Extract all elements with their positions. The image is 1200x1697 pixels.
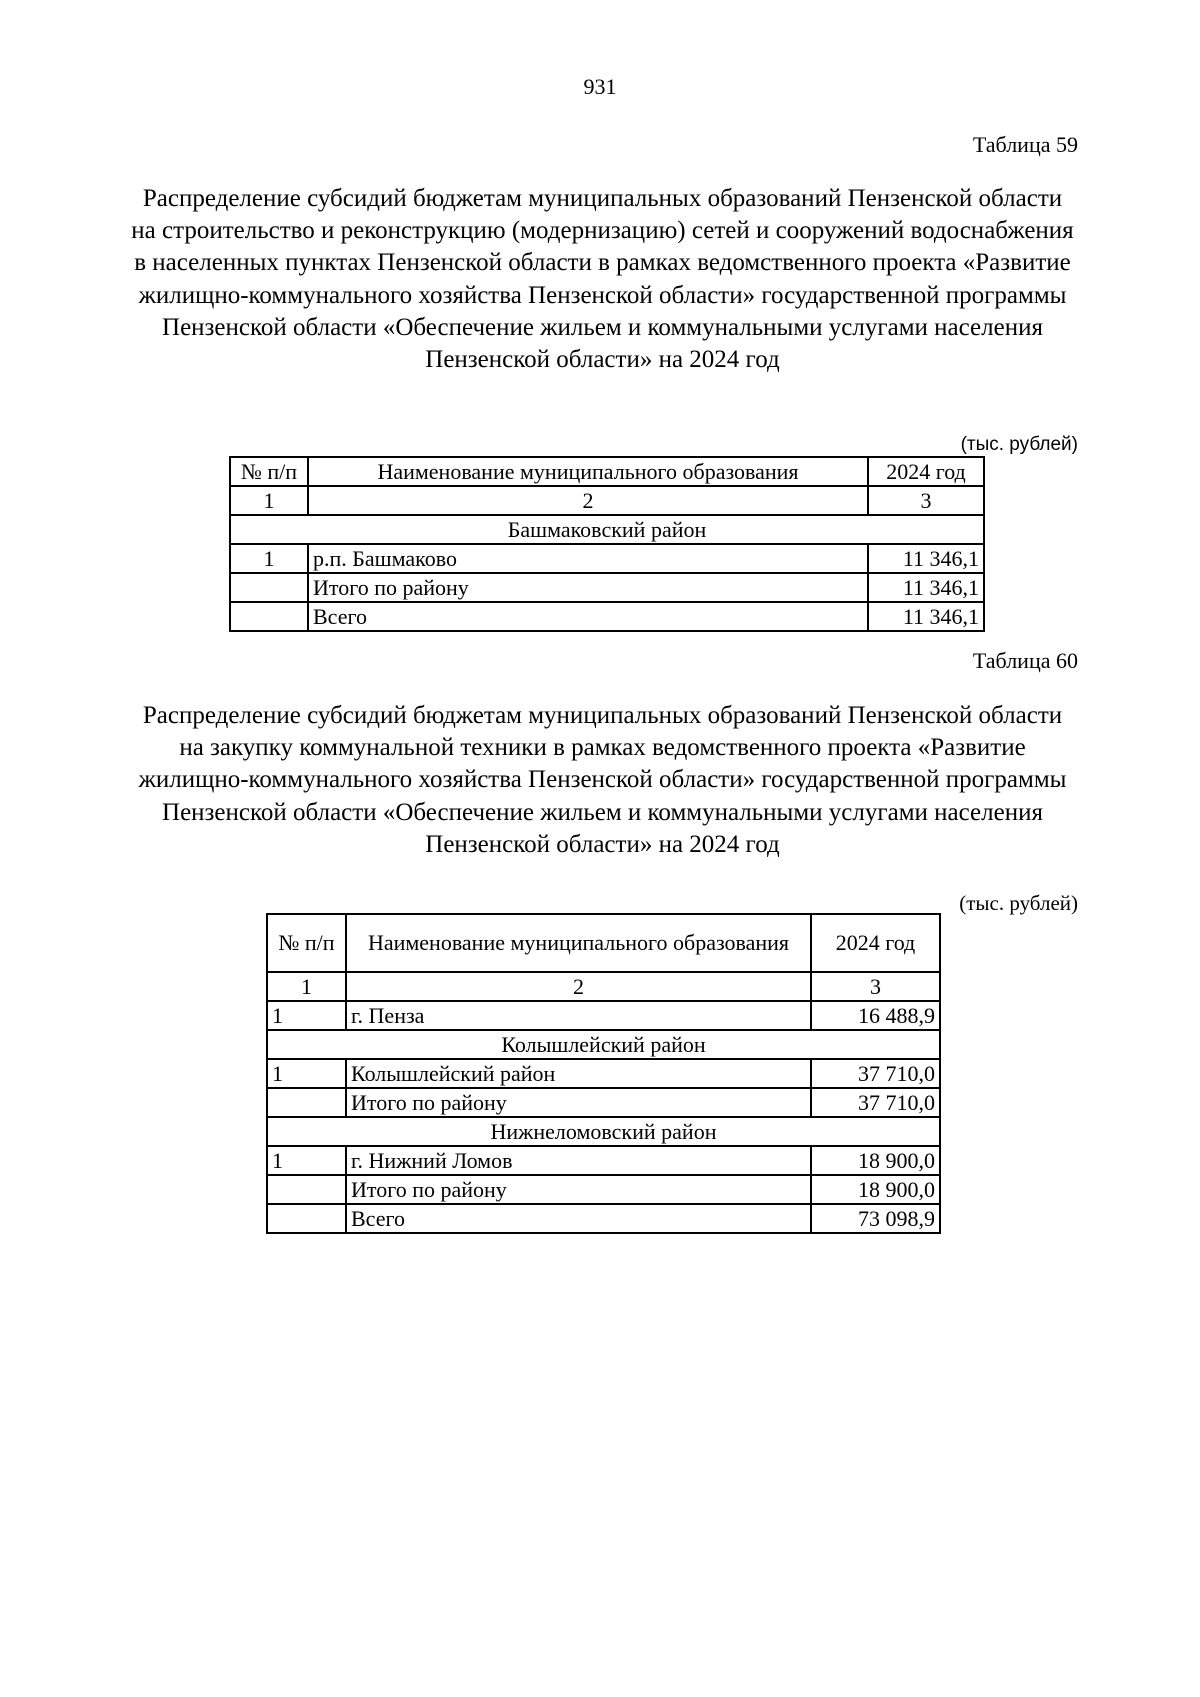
row-num: 1 <box>267 1001 346 1030</box>
row-value: 37 710,0 <box>811 1059 940 1088</box>
table-row <box>267 1204 940 1233</box>
table-60-title: Распределение субсидий бюджетам муниципальных образований Пензенской области на закупку коммунальной техники в рамках ведомственного проекта «Развитие жилищно-коммунального хозяйства Пензенской области» государственной программы Пензенской области «Обеспечение жильем и коммунальными услугами населения Пензенской области» на 2024 год <box>138 702 1067 858</box>
table-60 <box>266 913 941 1234</box>
row-num: 1 <box>267 1146 346 1175</box>
table-header-row <box>267 914 940 972</box>
table-59-units: (тыс. рублей) <box>960 434 1078 455</box>
row-name: Всего <box>346 1204 811 1233</box>
table-60-label: Таблица 60 <box>972 648 1078 673</box>
col-number-2: 2 <box>346 972 811 1001</box>
header-num: № п/п <box>230 457 308 486</box>
table-59 <box>229 456 985 632</box>
row-value: 11 346,1 <box>868 573 984 602</box>
table-row <box>267 1001 940 1030</box>
district-name: Нижнеломовский район <box>267 1117 940 1146</box>
row-value: 11 346,1 <box>868 602 984 631</box>
row-name: Итого по району <box>346 1175 811 1204</box>
district-row <box>230 515 984 544</box>
col-number-3: 3 <box>868 486 984 515</box>
row-name: Итого по району <box>346 1088 811 1117</box>
district-row <box>267 1117 940 1146</box>
row-num: 1 <box>230 544 308 573</box>
row-num <box>230 573 308 602</box>
header-year: 2024 год <box>811 914 940 972</box>
page-number: 931 <box>583 74 617 99</box>
row-num <box>267 1175 346 1204</box>
col-number-1: 1 <box>230 486 308 515</box>
row-value: 37 710,0 <box>811 1088 940 1117</box>
row-name: г. Нижний Ломов <box>346 1146 811 1175</box>
header-num: № п/п <box>267 914 346 972</box>
table-row <box>267 1088 940 1117</box>
row-value: 11 346,1 <box>868 544 984 573</box>
row-name: Всего <box>308 602 868 631</box>
header-name: Наименование муниципального образования <box>346 914 811 972</box>
table-row <box>230 573 984 602</box>
table-59-title: Распределение субсидий бюджетам муниципальных образований Пензенской области на строительство и реконструкцию (модернизацию) сетей и сооружений водоснабжения в населенных пунктах Пензенской области в рамках ведомственного проекта «Развитие жилищно-коммунального хозяйства Пензенской области» государственной программы Пензенской области «Обеспечение жильем и коммунальными услугами населения Пензенской области» на 2024 год <box>131 185 1074 374</box>
district-name: Башмаковский район <box>230 515 984 544</box>
row-value: 73 098,9 <box>811 1204 940 1233</box>
row-num <box>267 1088 346 1117</box>
table-60-units: (тыс. рублей) <box>959 891 1078 915</box>
column-numbers-row <box>267 972 940 1001</box>
table-row <box>230 544 984 573</box>
table-row <box>267 1146 940 1175</box>
row-value: 18 900,0 <box>811 1175 940 1204</box>
table-header-row <box>230 457 984 486</box>
row-name: р.п. Башмаково <box>308 544 868 573</box>
header-year: 2024 год <box>868 457 984 486</box>
row-name: Итого по району <box>308 573 868 602</box>
table-row <box>230 602 984 631</box>
row-name: г. Пенза <box>346 1001 811 1030</box>
col-number-3: 3 <box>811 972 940 1001</box>
row-value: 18 900,0 <box>811 1146 940 1175</box>
row-value: 16 488,9 <box>811 1001 940 1030</box>
table-row <box>267 1059 940 1088</box>
col-number-2: 2 <box>308 486 868 515</box>
column-numbers-row <box>230 486 984 515</box>
row-name: Колышлейский район <box>346 1059 811 1088</box>
district-row <box>267 1030 940 1059</box>
col-number-1: 1 <box>267 972 346 1001</box>
row-num <box>230 602 308 631</box>
table-row <box>267 1175 940 1204</box>
row-num: 1 <box>267 1059 346 1088</box>
district-name: Колышлейский район <box>267 1030 940 1059</box>
row-num <box>267 1204 346 1233</box>
header-name: Наименование муниципального образования <box>308 457 868 486</box>
table-59-label: Таблица 59 <box>972 132 1078 157</box>
